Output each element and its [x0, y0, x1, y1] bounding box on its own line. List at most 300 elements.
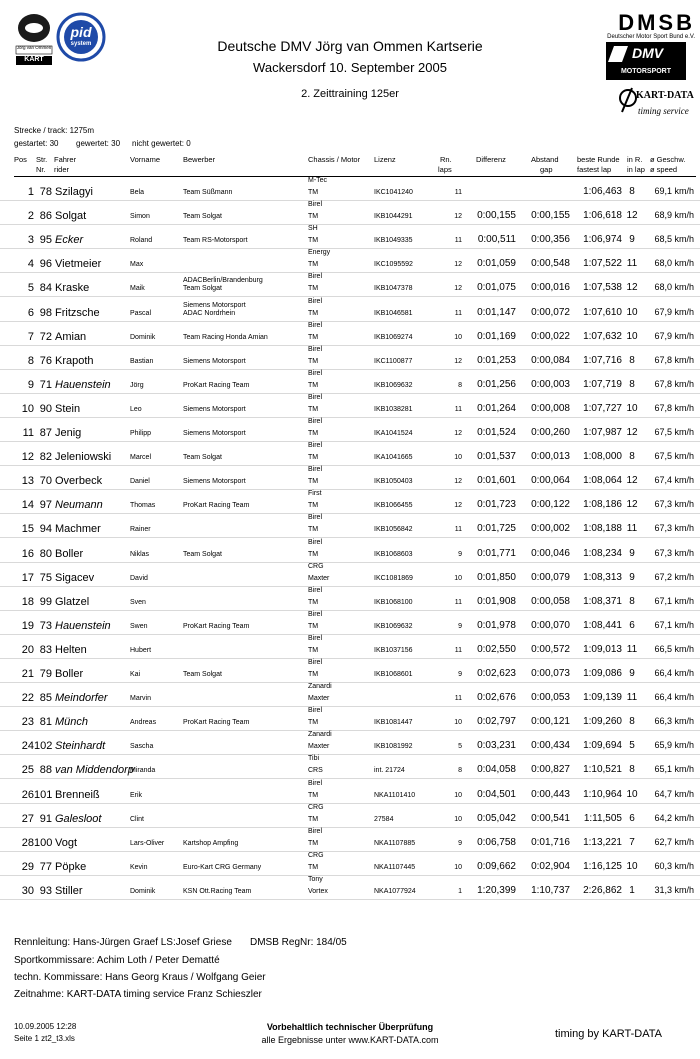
- start-number: 94: [39, 523, 52, 536]
- col-pos: Pos: [14, 155, 27, 164]
- average-speed: 67,3 km/h: [654, 547, 694, 558]
- engine: TM: [308, 430, 319, 437]
- col-laps-2: laps: [438, 165, 452, 174]
- session-title: 2. Zeittraining 125er: [301, 88, 399, 100]
- rider-firstname: Dominik: [130, 887, 156, 895]
- gap: 0:00,260: [531, 427, 570, 438]
- gap: 0:00,053: [531, 692, 570, 704]
- position: 7: [27, 330, 34, 343]
- rider-name: Jeleniowski: [55, 451, 112, 464]
- rider-firstname: Roland: [130, 237, 153, 245]
- dmsb-logo-tagline: Deutscher Motor Sport Bund e.V.: [607, 34, 695, 40]
- position: 13: [21, 475, 34, 488]
- difference: 0:06,758: [477, 836, 516, 848]
- engine: TM: [308, 815, 319, 823]
- chassis: M-Tec: [308, 177, 328, 184]
- engine: TM: [308, 839, 319, 847]
- chassis: Birel: [308, 466, 323, 474]
- laps: 10: [454, 815, 462, 823]
- kart-data-logo-text: KART-DATA: [636, 90, 694, 101]
- difference: 1:20,399: [477, 884, 516, 896]
- engine: CRS: [308, 767, 323, 775]
- laps: 11: [454, 526, 462, 534]
- print-date: 10.09.2005 12:28: [14, 1022, 77, 1031]
- in-lap: 8: [629, 378, 635, 390]
- licence-number: int. 21724: [374, 767, 405, 775]
- rider-name: Münch: [55, 716, 89, 729]
- chassis: Birel: [308, 321, 323, 329]
- rider-firstname: Rainer: [130, 526, 151, 534]
- rider-name: Krapoth: [55, 354, 94, 367]
- position: 22: [21, 692, 34, 705]
- table-row: [0, 298, 700, 322]
- start-number: 75: [39, 571, 52, 584]
- position: 26: [21, 788, 34, 801]
- gap: 0:00,155: [531, 210, 570, 222]
- start-number: 101: [34, 788, 53, 801]
- engine: Vortex: [308, 887, 328, 895]
- start-number: 81: [39, 716, 52, 729]
- col-fastlap-2: fastest lap: [577, 165, 612, 174]
- entrant-line: ADACBerlin/Brandenburg: [183, 277, 263, 285]
- gap: 0:00,121: [531, 716, 570, 728]
- average-speed: 64,2 km/h: [654, 812, 694, 823]
- licence-number: IKB1069632: [374, 381, 413, 389]
- gap: 0:00,356: [531, 234, 570, 246]
- rider-name: van Middendorp: [55, 764, 134, 777]
- start-number: 100: [34, 836, 53, 849]
- position: 30: [21, 884, 34, 897]
- col-nr-2: Nr.: [36, 165, 46, 174]
- average-speed: 66,3 km/h: [654, 716, 694, 727]
- start-number: 78: [39, 186, 52, 198]
- table-row: [0, 828, 700, 852]
- rider-firstname: Andreas: [130, 719, 157, 727]
- difference: 0:04,501: [477, 788, 516, 800]
- col-licence: Lizenz: [374, 155, 396, 164]
- laps: 1: [458, 887, 462, 895]
- rider-name: Solgat: [55, 210, 87, 223]
- engine: TM: [308, 237, 319, 245]
- position: 17: [21, 571, 34, 584]
- licence-number: IKB1046581: [374, 309, 413, 317]
- fastest-lap: 1:07,987: [583, 427, 622, 438]
- table-row: [0, 490, 700, 514]
- position: 19: [21, 619, 34, 632]
- rider-name: Helten: [55, 643, 87, 656]
- fastest-lap: 1:07,522: [583, 258, 622, 270]
- rider-firstname: Max: [130, 261, 144, 269]
- rider-firstname: Maik: [130, 285, 145, 293]
- technical-commissioners: techn. Kommissare: Hans Georg Kraus / Wolfgang Geier: [14, 972, 266, 983]
- rider-name: Amian: [55, 330, 87, 343]
- chassis: Birel: [308, 369, 323, 377]
- start-number: 95: [39, 234, 52, 247]
- engine: TM: [308, 333, 319, 341]
- position: 4: [27, 258, 34, 271]
- engine: TM: [308, 550, 319, 558]
- table-row: [0, 394, 700, 418]
- difference: 0:01,147: [477, 306, 516, 318]
- licence-number: IKA1041524: [374, 430, 413, 437]
- position: 2: [27, 210, 34, 223]
- engine: TM: [308, 405, 319, 413]
- licence-number: IKC1041240: [374, 189, 413, 196]
- gap: 0:00,827: [531, 764, 570, 776]
- table-row: [0, 852, 700, 876]
- chassis: Birel: [308, 586, 323, 594]
- difference: 0:01,601: [477, 475, 516, 487]
- laps: 11: [454, 695, 462, 703]
- difference: 0:02,623: [477, 668, 516, 679]
- chassis: Birel: [308, 273, 323, 281]
- in-lap: 10: [626, 402, 638, 414]
- rider-name: Szilagyi: [55, 186, 93, 198]
- difference: 0:01,725: [477, 523, 516, 535]
- table-row: [0, 539, 700, 563]
- laps: 12: [454, 285, 462, 293]
- fastest-lap: 1:08,234: [583, 547, 622, 559]
- table-row: [0, 370, 700, 394]
- average-speed: 67,8 km/h: [654, 354, 694, 365]
- rider-firstname: Philipp: [130, 430, 152, 437]
- start-number: 79: [39, 668, 52, 680]
- difference: 0:01,524: [477, 427, 516, 438]
- started-count: gestartet: 30: [14, 139, 59, 148]
- fastest-lap: 2:26,862: [583, 884, 622, 896]
- licence-number: IKC1095592: [374, 261, 413, 269]
- rider-firstname: Marvin: [130, 695, 152, 703]
- laps: 12: [454, 478, 462, 486]
- start-number: 82: [39, 451, 52, 464]
- start-number: 102: [34, 740, 53, 753]
- entrant-line: Team Solgat: [183, 671, 222, 678]
- position: 8: [27, 354, 34, 367]
- difference: 0:01,253: [477, 354, 516, 366]
- licence-number: NKA1101410: [374, 791, 416, 799]
- table-row: [0, 804, 700, 828]
- average-speed: 67,1 km/h: [654, 595, 694, 606]
- entrant-line: Team Solgat: [183, 454, 222, 462]
- average-speed: 65,9 km/h: [654, 740, 694, 751]
- table-row: [0, 346, 700, 370]
- table-row: [0, 659, 700, 683]
- engine: TM: [308, 719, 319, 727]
- timekeeping: Zeitnahme: KART-DATA timing service Franz Schieszler: [14, 989, 262, 1000]
- in-lap: 5: [629, 740, 635, 752]
- laps: 12: [454, 261, 462, 269]
- difference: 0:01,908: [477, 595, 516, 607]
- track-length: Strecke / track: 1275m: [14, 126, 95, 135]
- position: 5: [27, 282, 34, 295]
- rider-name: Glatzel: [55, 595, 90, 608]
- licence-number: IKB1037156: [374, 646, 413, 654]
- kart-data-logo-sub: timing service: [638, 106, 689, 116]
- engine: TM: [308, 646, 319, 654]
- chassis: Birel: [308, 345, 323, 353]
- in-lap: 8: [629, 186, 635, 197]
- in-lap: 9: [629, 668, 635, 679]
- fastest-lap: 1:09,013: [583, 643, 622, 655]
- entrant-line: ProKart Racing Team: [183, 381, 250, 389]
- licence-number: IKB1081447: [374, 719, 413, 727]
- fastest-lap: 1:09,694: [583, 740, 622, 752]
- chassis: Birel: [308, 779, 323, 787]
- series-logo-text: Jörg van Ommen: [16, 45, 52, 50]
- licence-number: IKB1049335: [374, 237, 413, 245]
- fastest-lap: 1:08,313: [583, 571, 622, 583]
- average-speed: 67,4 km/h: [654, 475, 694, 486]
- dmsb-logo-text: DMSB: [618, 10, 695, 35]
- start-number: 73: [39, 619, 52, 632]
- col-speed-1: ø Geschw.: [650, 155, 686, 164]
- position: 29: [21, 860, 34, 873]
- position: 18: [21, 595, 34, 608]
- gap: 0:00,008: [531, 402, 570, 414]
- in-lap: 7: [629, 836, 635, 848]
- col-firstname: Vorname: [130, 155, 161, 164]
- engine: TM: [308, 791, 319, 799]
- licence-number: IKA1041665: [374, 454, 413, 462]
- entrant-line: Siemens Motorsport: [183, 301, 246, 309]
- laps: 10: [454, 791, 462, 799]
- start-number: 76: [39, 354, 52, 367]
- licence-number: IKB1081992: [374, 743, 413, 751]
- laps: 10: [454, 719, 462, 727]
- table-row: [0, 707, 700, 731]
- entrant-line: ADAC Nordrhein: [183, 309, 236, 317]
- entrant-line: Team RS-Motorsport: [183, 237, 248, 245]
- laps: 12: [454, 357, 462, 365]
- fastest-lap: 1:06,463: [583, 186, 622, 197]
- engine: TM: [308, 863, 319, 871]
- difference: 0:09,662: [477, 860, 516, 872]
- rider-name: Galesloot: [55, 812, 102, 825]
- position: 23: [21, 716, 34, 729]
- gap: 0:00,541: [531, 812, 570, 824]
- gap: 0:00,548: [531, 258, 570, 270]
- rider-name: Overbeck: [55, 475, 103, 488]
- col-fastlap-1: beste Runde: [577, 155, 620, 164]
- laps: 11: [454, 598, 462, 606]
- position: 14: [21, 499, 34, 512]
- rider-firstname: Marcel: [130, 454, 152, 462]
- position: 15: [21, 523, 34, 536]
- laps: 11: [454, 309, 462, 317]
- rider-name: Ecker: [55, 234, 84, 247]
- start-number: 85: [39, 692, 52, 705]
- average-speed: 66,4 km/h: [654, 692, 694, 703]
- gap: 0:00,064: [531, 475, 570, 487]
- dmv-logo-text: DMV: [632, 45, 664, 61]
- in-lap: 12: [626, 499, 638, 511]
- licence-number: IKB1066455: [374, 502, 413, 510]
- gap: 0:01,716: [531, 836, 570, 848]
- difference: 0:01,771: [477, 547, 516, 559]
- table-row: [0, 755, 700, 779]
- engine: TM: [308, 478, 319, 486]
- in-lap: 11: [626, 643, 638, 655]
- entrant-line: ProKart Racing Team: [183, 502, 250, 510]
- fastest-lap: 1:08,064: [583, 475, 622, 487]
- table-row: [0, 418, 700, 442]
- in-lap: 11: [626, 258, 638, 270]
- in-lap: 8: [629, 595, 635, 607]
- fastest-lap: 1:07,538: [583, 282, 622, 294]
- gap: 0:00,058: [531, 595, 570, 607]
- average-speed: 67,3 km/h: [654, 499, 694, 510]
- engine: TM: [308, 454, 319, 462]
- table-row: [0, 322, 700, 346]
- laps: 10: [454, 863, 462, 871]
- average-speed: 68,0 km/h: [654, 282, 694, 293]
- fastest-lap: 1:11,505: [583, 812, 622, 824]
- start-number: 84: [39, 282, 52, 295]
- in-lap: 11: [626, 692, 638, 704]
- licence-number: IKB1056842: [374, 526, 413, 534]
- in-lap: 10: [626, 306, 638, 318]
- in-lap: 12: [626, 427, 638, 438]
- engine: Maxter: [308, 574, 330, 582]
- engine: TM: [308, 502, 319, 510]
- engine: TM: [308, 622, 319, 630]
- entrant-line: Team Racing Honda Amian: [183, 333, 268, 341]
- difference: 0:01,850: [477, 571, 516, 583]
- start-number: 97: [39, 499, 52, 512]
- difference: 0:02,797: [477, 716, 516, 728]
- in-lap: 8: [629, 716, 635, 728]
- position: 28: [21, 836, 34, 849]
- rider-firstname: Sven: [130, 598, 146, 606]
- rider-firstname: Clint: [130, 815, 145, 823]
- rider-name: Machmer: [55, 523, 101, 536]
- fastest-lap: 1:08,371: [583, 595, 622, 607]
- scored-count: gewertet: 30: [76, 139, 121, 148]
- difference: 0:03,231: [477, 740, 516, 752]
- table-row: [0, 514, 700, 538]
- laps: 10: [454, 574, 462, 582]
- gap: 0:00,572: [531, 643, 570, 655]
- col-gap-2: gap: [540, 165, 553, 174]
- engine: TM: [308, 598, 319, 606]
- race-direction: Rennleitung: Hans-Jürgen Graef LS:Josef Griese: [14, 937, 232, 948]
- position: 21: [21, 668, 34, 680]
- start-number: 90: [39, 402, 52, 415]
- entrant-line: Team Solgat: [183, 285, 222, 293]
- start-number: 96: [39, 258, 52, 271]
- start-number: 77: [39, 860, 52, 873]
- in-lap: 8: [629, 451, 635, 463]
- rider-name: Boller: [55, 547, 84, 560]
- pid-logo-text: pid: [70, 24, 92, 40]
- col-inlap-2: in lap: [627, 165, 645, 174]
- difference: 0:01,075: [477, 282, 516, 294]
- in-lap: 6: [629, 812, 635, 824]
- rider-firstname: Pascal: [130, 309, 152, 317]
- average-speed: 67,5 km/h: [654, 427, 694, 437]
- rider-name: Hauenstein: [55, 378, 111, 391]
- chassis: Birel: [308, 538, 323, 546]
- fastest-lap: 1:10,964: [583, 788, 622, 800]
- rider-firstname: Thomas: [130, 502, 156, 510]
- table-row: [0, 466, 700, 490]
- difference: 0:00,155: [477, 210, 516, 222]
- table-row: [0, 611, 700, 635]
- average-speed: 69,1 km/h: [654, 186, 694, 196]
- table-row: [0, 683, 700, 707]
- rider-firstname: Swen: [130, 622, 148, 630]
- fastest-lap: 1:07,719: [583, 378, 622, 390]
- col-rider-2: rider: [54, 165, 70, 174]
- gap: 0:00,013: [531, 451, 570, 463]
- col-diff: Differenz: [476, 155, 506, 164]
- fastest-lap: 1:13,221: [583, 836, 622, 848]
- table-row: [0, 780, 700, 804]
- rider-firstname: Sascha: [130, 743, 154, 751]
- gap: 0:02,904: [531, 860, 570, 872]
- rider-name: Vogt: [55, 836, 78, 849]
- entrant-line: Euro-Kart CRG Germany: [183, 863, 262, 871]
- chassis: Energy: [308, 249, 331, 257]
- chassis: Birel: [308, 442, 323, 450]
- average-speed: 68,0 km/h: [654, 258, 694, 269]
- start-number: 93: [39, 884, 52, 897]
- engine: TM: [308, 381, 319, 389]
- fastest-lap: 1:09,086: [583, 668, 622, 679]
- laps: 9: [458, 622, 462, 630]
- rider-firstname: Simon: [130, 213, 150, 221]
- average-speed: 67,1 km/h: [654, 619, 694, 630]
- in-lap: 9: [629, 234, 635, 246]
- start-number: 87: [39, 427, 52, 439]
- rider-firstname: David: [130, 574, 148, 582]
- position: 12: [21, 451, 34, 464]
- position: 27: [21, 812, 34, 825]
- average-speed: 67,5 km/h: [654, 451, 694, 462]
- fastest-lap: 1:08,441: [583, 619, 622, 631]
- position: 11: [22, 427, 34, 439]
- chassis: Birel: [308, 297, 323, 305]
- chassis: CRG: [308, 803, 324, 811]
- laps: 12: [454, 502, 462, 510]
- rider-firstname: Kai: [130, 671, 141, 678]
- engine: TM: [308, 671, 319, 678]
- in-lap: 10: [626, 860, 638, 872]
- engine: Maxter: [308, 695, 330, 703]
- rider-firstname: Leo: [130, 405, 142, 413]
- col-nr-1: Str.: [36, 155, 48, 164]
- table-row: [0, 587, 700, 611]
- chassis: Zanardi: [308, 731, 332, 739]
- licence-number: IKB1050403: [374, 478, 413, 486]
- event-title: Deutsche DMV Jörg van Ommen Kartserie: [217, 38, 483, 54]
- position: 25: [21, 764, 34, 777]
- rider-firstname: Erik: [130, 791, 143, 799]
- col-chassis: Chassis / Motor: [308, 155, 361, 164]
- position: 24: [21, 740, 34, 753]
- licence-number: IKB1068100: [374, 598, 413, 606]
- rider-name: Meindorfer: [55, 692, 108, 705]
- start-number: 99: [39, 595, 52, 608]
- unscored-count: nicht gewertet: 0: [132, 139, 191, 148]
- difference: 0:01,978: [477, 619, 516, 631]
- laps: 5: [458, 743, 462, 751]
- fastest-lap: 1:09,260: [583, 716, 622, 728]
- in-lap: 1: [629, 884, 635, 896]
- laps: 9: [458, 671, 462, 678]
- fastest-lap: 1:07,610: [583, 306, 622, 318]
- gap: 0:00,084: [531, 354, 570, 366]
